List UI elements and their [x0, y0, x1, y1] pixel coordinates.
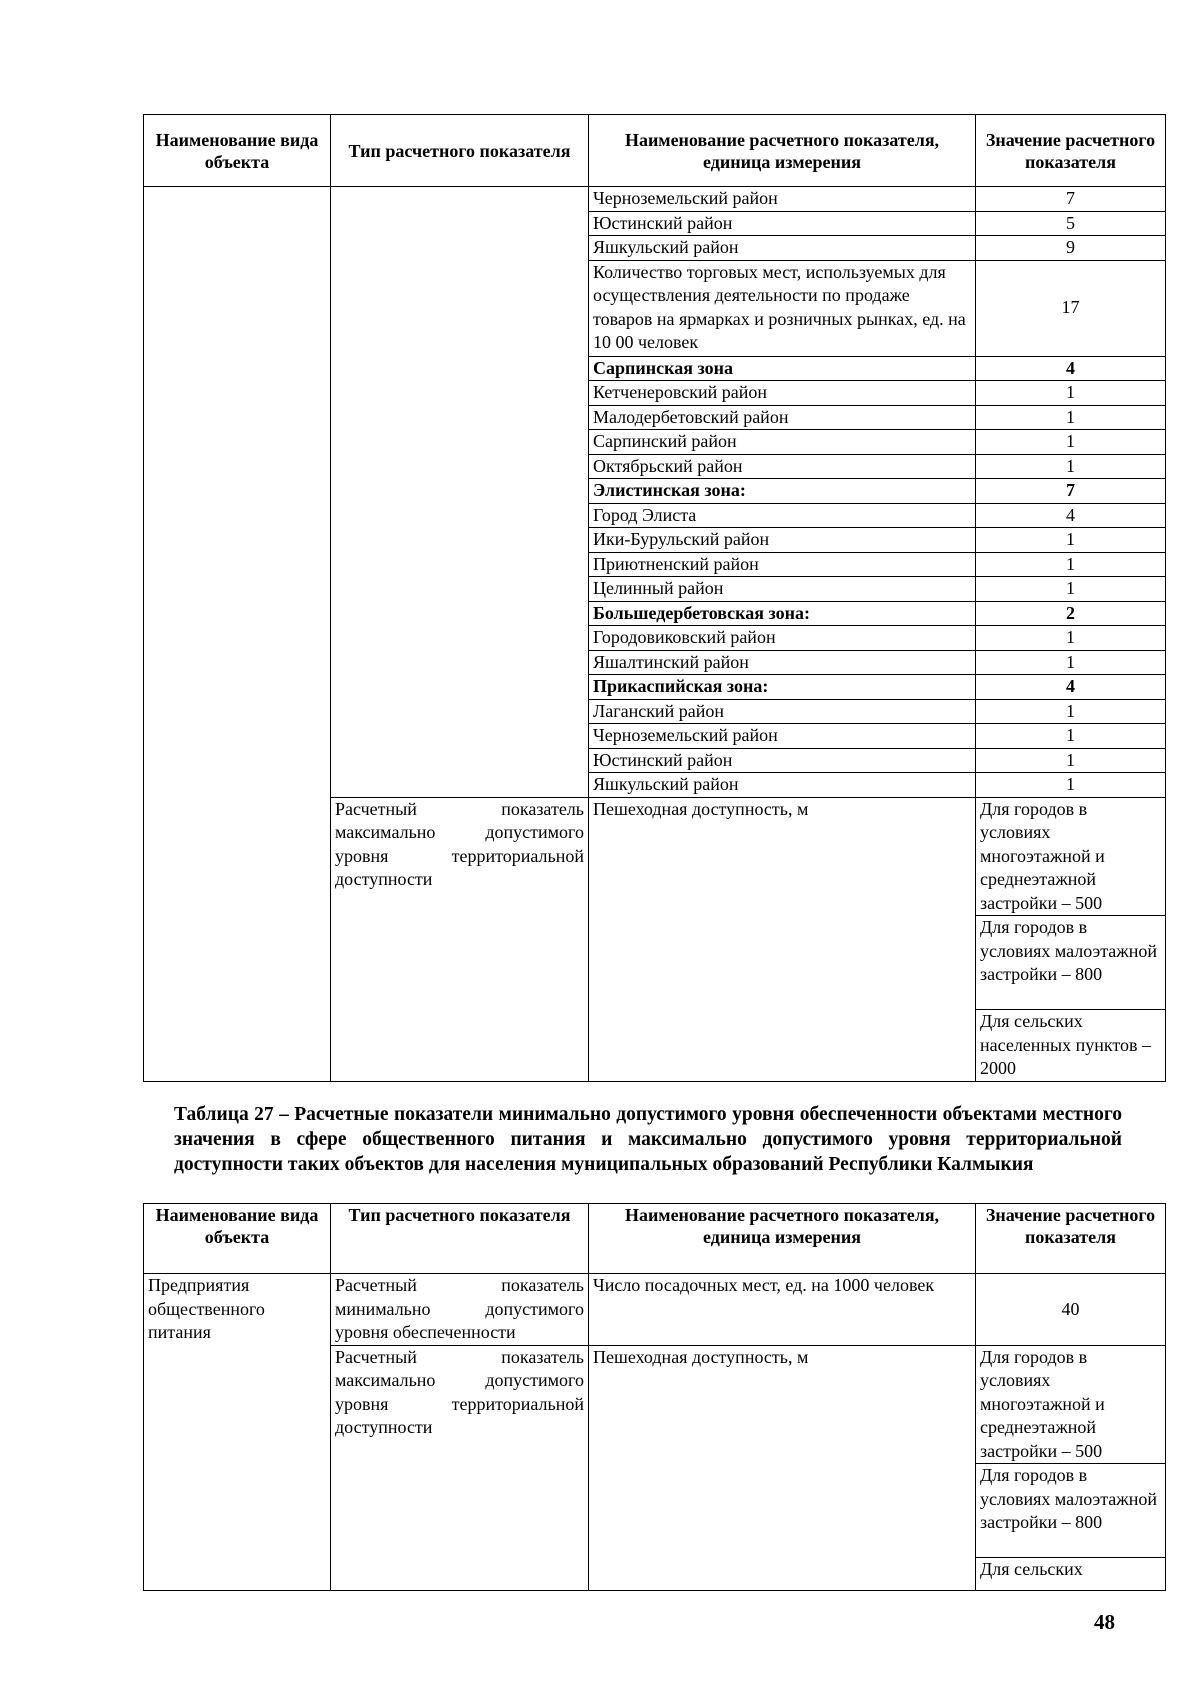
indicator-value-cell: 4	[976, 503, 1166, 528]
access-value-cell: Для сельских населенных пунктов – 2000	[976, 1010, 1166, 1082]
indicator-name-cell: Яшалтинский район	[589, 650, 976, 675]
indicator-value-cell: 1	[976, 528, 1166, 553]
indicator-name-cell: Приютненский район	[589, 552, 976, 577]
indicator-name-cell: Городовиковский район	[589, 626, 976, 651]
object-name-cell	[144, 187, 331, 1082]
header-indicator-value: Значение расчетного показателя	[976, 1204, 1166, 1274]
object-name-cell: Предприятия общественного питания	[144, 1274, 331, 1591]
indicator-value-cell: 1	[976, 748, 1166, 773]
indicator-value-cell: 1	[976, 405, 1166, 430]
indicator-name-cell: Черноземельский район	[589, 724, 976, 749]
indicator-name-cell: Черноземельский район	[589, 187, 976, 212]
indicator-name-cell: Сарпинский район	[589, 430, 976, 455]
indicator-name-cell: Юстинский район	[589, 211, 976, 236]
indicator-name-cell: Количество торговых мест, используемых для осуществления деятельности по продаже товаров на ярмарках и розничных рынках, ед. на 10 00 человек	[589, 260, 976, 356]
indicator-name-cell: Большедербетовская зона:	[589, 601, 976, 626]
indicator-value-cell: 1	[976, 699, 1166, 724]
header-indicator-value: Значение расчетного показателя	[976, 115, 1166, 187]
indicator-value-cell: 4	[976, 356, 1166, 381]
provision-indicator-cell: Число посадочных мест, ед. на 1000 человек	[589, 1274, 976, 1346]
access-value-cell: Для городов в условиях малоэтажной застройки – 800	[976, 1464, 1166, 1558]
access-type-cell: Расчетный показатель максимально допустимого уровня территориальной доступности	[331, 1345, 589, 1591]
access-type-cell: Расчетный показатель максимально допустимого уровня территориальной доступности	[331, 797, 589, 1081]
header-object-name: Наименование вида объекта	[144, 115, 331, 187]
indicator-value-cell: 1	[976, 650, 1166, 675]
table-27-caption: Таблица 27 – Расчетные показатели минимально допустимого уровня обеспеченности объектами местного значения в сфере общественного питания и максимально допустимого уровня территориальной доступности таких объектов для населения муниципальных образований Республики Калмыкия	[174, 1104, 1122, 1175]
indicator-value-cell: 1	[976, 454, 1166, 479]
indicator-name-cell: Ики-Бурульский район	[589, 528, 976, 553]
indicator-name-cell: Город Элиста	[589, 503, 976, 528]
indicator-name-cell: Лаганский район	[589, 699, 976, 724]
table-row	[144, 187, 1166, 212]
indicator-value-cell: 2	[976, 601, 1166, 626]
provision-value-cell: 40	[976, 1274, 1166, 1346]
table-header-row	[144, 1204, 1166, 1274]
page-number: 48	[1094, 1610, 1115, 1634]
access-value-cell: Для городов в условиях многоэтажной и среднеэтажной застройки – 500	[976, 797, 1166, 916]
table-27	[143, 1203, 1166, 1591]
access-value-cell: Для сельских	[976, 1558, 1166, 1591]
indicator-value-cell: 1	[976, 381, 1166, 406]
indicator-name-cell: Сарпинская зона	[589, 356, 976, 381]
indicator-name-cell: Прикаспийская зона:	[589, 675, 976, 700]
header-indicator-type: Тип расчетного показателя	[331, 115, 589, 187]
indicator-value-cell: 1	[976, 724, 1166, 749]
indicator-name-cell: Яшкульский район	[589, 773, 976, 798]
header-object-name: Наименование вида объекта	[144, 1204, 331, 1274]
indicator-value-cell: 5	[976, 211, 1166, 236]
indicator-name-cell: Малодербетовский район	[589, 405, 976, 430]
access-indicator-cell: Пешеходная доступность, м	[589, 797, 976, 1081]
indicator-value-cell: 1	[976, 773, 1166, 798]
provision-type-cell: Расчетный показатель минимально допустимого уровня обеспеченности	[331, 1274, 589, 1346]
indicator-name-cell: Кетченеровский район	[589, 381, 976, 406]
access-value-cell: Для городов в условиях малоэтажной застройки – 800	[976, 916, 1166, 1010]
table-row	[144, 1274, 1166, 1346]
indicator-value-cell: 7	[976, 479, 1166, 504]
indicator-value-cell: 1	[976, 552, 1166, 577]
header-indicator-name: Наименование расчетного показателя, единица измерения	[589, 115, 976, 187]
indicator-value-cell: 4	[976, 675, 1166, 700]
indicator-name-cell: Яшкульский район	[589, 236, 976, 261]
indicator-value-cell: 7	[976, 187, 1166, 212]
indicator-value-cell: 1	[976, 430, 1166, 455]
header-indicator-name: Наименование расчетного показателя, единица измерения	[589, 1204, 976, 1274]
access-value-cell: Для городов в условиях многоэтажной и среднеэтажной застройки – 500	[976, 1345, 1166, 1464]
continued-table	[143, 114, 1166, 1082]
indicator-name-cell: Целинный район	[589, 577, 976, 602]
access-indicator-cell: Пешеходная доступность, м	[589, 1345, 976, 1591]
indicator-type-cell	[331, 187, 589, 798]
indicator-value-cell: 1	[976, 626, 1166, 651]
table-header-row	[144, 115, 1166, 187]
header-indicator-type: Тип расчетного показателя	[331, 1204, 589, 1274]
indicator-value-cell: 9	[976, 236, 1166, 261]
indicator-value-cell: 1	[976, 577, 1166, 602]
indicator-name-cell: Элистинская зона:	[589, 479, 976, 504]
continued-table-body	[144, 187, 1166, 1082]
indicator-value-cell: 17	[976, 260, 1166, 356]
indicator-name-cell: Октябрьский район	[589, 454, 976, 479]
indicator-name-cell: Юстинский район	[589, 748, 976, 773]
